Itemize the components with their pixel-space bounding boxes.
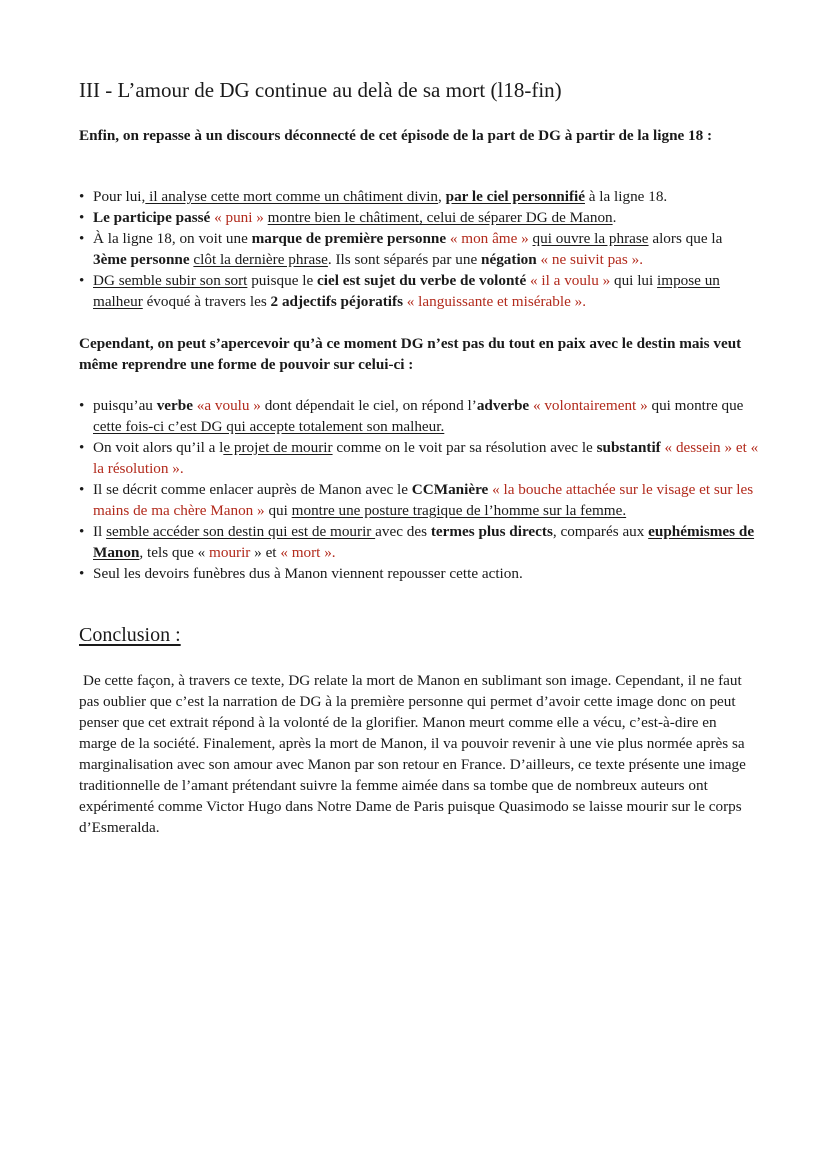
bullet-list-2 xyxy=(79,395,759,584)
bullet-item: • Il se décrit comme enlacer auprès de Manon avec le CCManière « la bouche attachée sur le visage et sur les mains de ma chère Manon » qui montre une posture tragique de l’homme sur la femme. xyxy=(79,481,754,519)
section-title: III - L’amour de DG continue au delà de sa mort (l18-fin) xyxy=(79,78,562,102)
bullet-icon: • xyxy=(79,565,85,582)
bullet-item: • On voit alors qu’il a le projet de mourir comme on le voit par sa résolution avec le substantif « dessein » et « la résolution ». xyxy=(79,439,759,477)
bullet-icon: • xyxy=(79,209,85,226)
intro-paragraph-2: Cependant, on peut s’apercevoir qu’à ce moment DG n’est pas du tout en paix avec le destin mais veut même reprendre une forme de pouvoir sur celui-ci : xyxy=(79,335,742,373)
conclusion-paragraph: De cette façon, à travers ce texte, DG relate la mort de Manon en sublimant son image. Cependant, il ne faut pas oublier que c’est la narration de DG à la première personne qui permet d’avoir cette image donc on peut penser que cet extrait répond à la volonté de la glorifier. Manon meurt comme elle a vécu, c’est-à-dire en marge de la société. Finalement, après la mort de Manon, il va pouvoir revenir à une vie plus normée après sa marginalisation avec son amour avec Manon par son retour en France. D’ailleurs, ce texte présente une image traditionnelle de l’amant prétendant suivre la femme aimée dans sa tombe que de nombreux auteurs ont expérimenté comme Victor Hugo dans Notre Dame de Paris puisque Quasimodo se laisse mourir sur le corps d’Esmeralda. xyxy=(79,672,746,836)
bullet-icon: • xyxy=(79,272,85,289)
bullet-icon: • xyxy=(79,397,85,414)
bullet-item: • Il semble accéder son destin qui est de mourir avec des termes plus directs, comparés aux euphémismes de Manon, tels que « mourir » et « mort ». xyxy=(79,523,755,561)
bullet-icon: • xyxy=(79,523,85,540)
bullet-icon: • xyxy=(79,230,85,247)
bullet-item: • À la ligne 18, on voit une marque de première personne « mon âme » qui ouvre la phrase alors que la 3ème personne clôt la dernière phrase. Ils sont séparés par une négation « ne suivit pas ». xyxy=(79,230,723,268)
bullet-list-1 xyxy=(79,186,759,312)
bullet-item: • puisqu’au verbe «a voulu » dont dépendait le ciel, on répond l’adverbe « volontairement » qui montre que cette fois-ci c’est DG qui accepte totalement son malheur. xyxy=(79,397,744,435)
conclusion-heading: Conclusion : xyxy=(79,624,181,646)
bullet-item: • Pour lui, il analyse cette mort comme un châtiment divin, par le ciel personnifié à la ligne 18. xyxy=(79,188,668,205)
bullet-icon: • xyxy=(79,481,85,498)
bullet-item: • DG semble subir son sort puisque le ciel est sujet du verbe de volonté « il a voulu » qui lui impose un malheur évoqué à travers les 2 adjectifs péjoratifs « languissante et misérable ». xyxy=(79,272,720,310)
intro-paragraph-1: Enfin, on repasse à un discours déconnecté de cet épisode de la part de DG à partir de la ligne 18 : xyxy=(79,127,713,144)
bullet-item: • Seul les devoirs funèbres dus à Manon viennent repousser cette action. xyxy=(79,565,523,582)
bullet-item: • Le participe passé « puni » montre bien le châtiment, celui de séparer DG de Manon. xyxy=(79,209,617,226)
bullet-icon: • xyxy=(79,188,85,205)
bullet-icon: • xyxy=(79,439,85,456)
